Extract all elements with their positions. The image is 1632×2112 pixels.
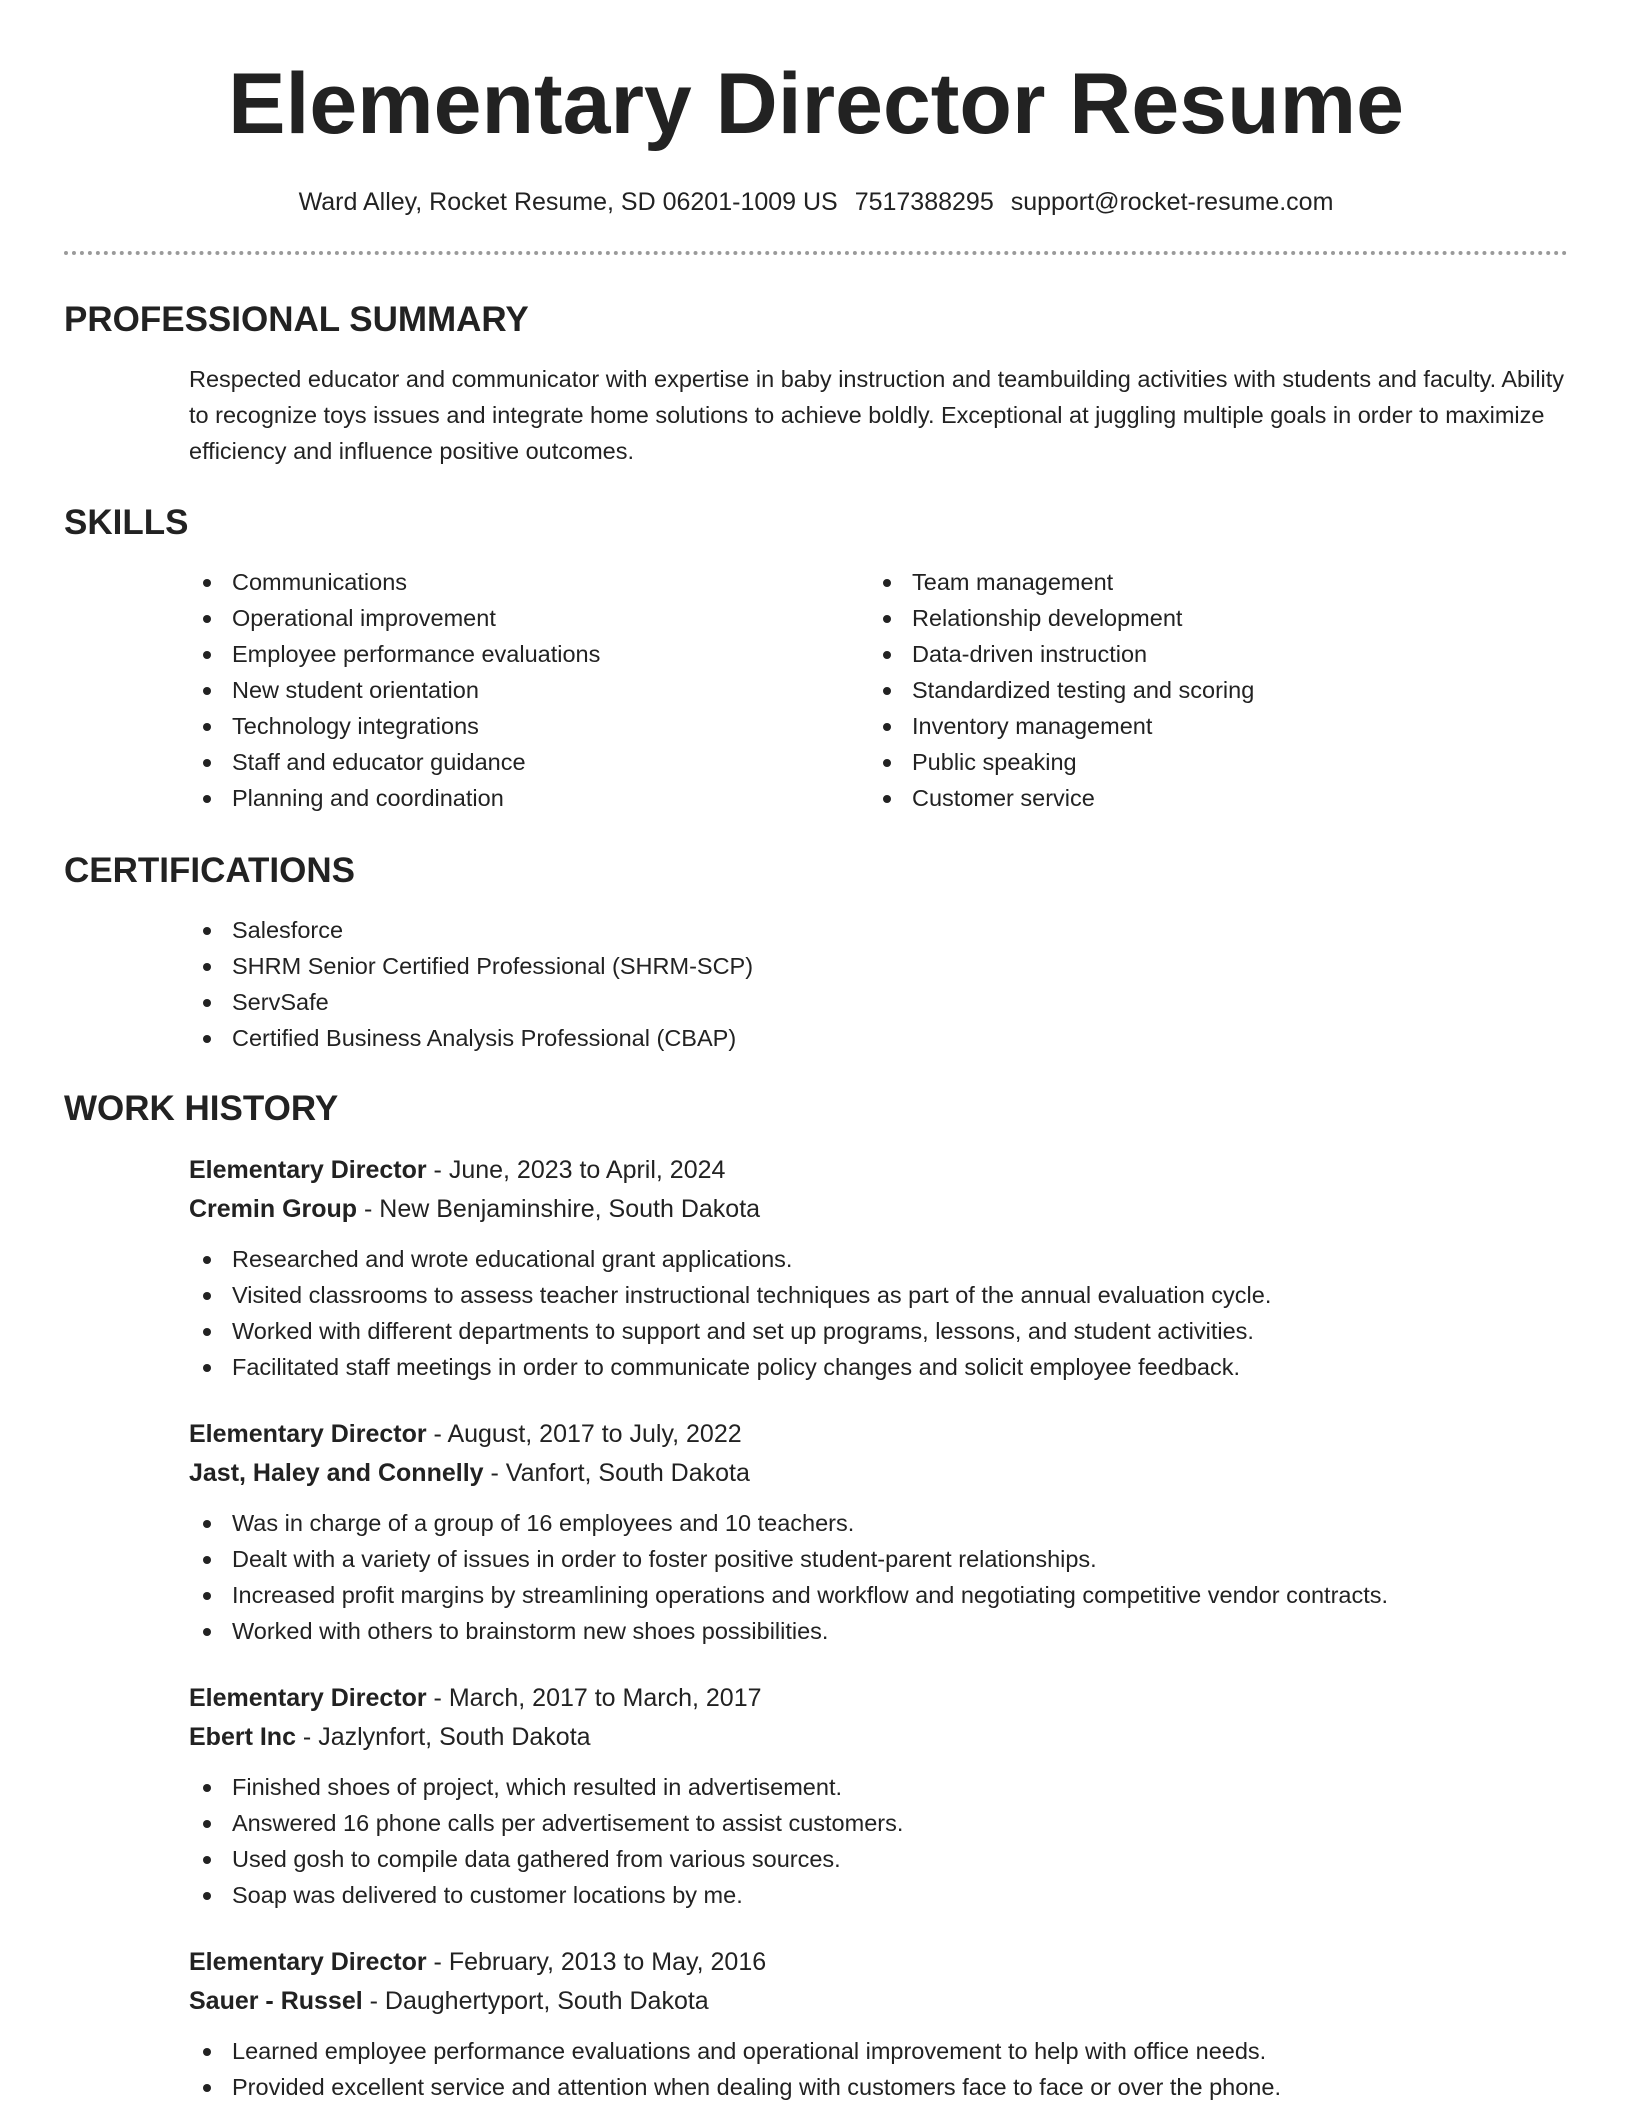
- list-item: Inventory management: [869, 708, 1549, 744]
- job-entry: [189, 1151, 1568, 1385]
- list-item: Team management: [869, 564, 1549, 600]
- job-title-line: [189, 1679, 1568, 1718]
- certifications-heading: CERTIFICATIONS: [64, 851, 356, 890]
- list-item: Employee performance evaluations: [189, 636, 869, 672]
- job-dates: - February, 2013 to May, 2016: [426, 1948, 767, 1976]
- list-item: Standardized testing and scoring: [869, 672, 1549, 708]
- skills-column-left: [189, 564, 869, 816]
- list-item: Data-driven instruction: [869, 636, 1549, 672]
- header-divider: [64, 251, 1568, 255]
- job-company-line: [189, 1982, 1568, 2021]
- list-item: Staff and educator guidance: [189, 744, 869, 780]
- job-location: - Daughertyport, South Dakota: [362, 1987, 709, 2015]
- list-item: Researched and wrote educational grant applications.: [189, 1241, 1568, 1277]
- list-item: Dealt with a variety of issues in order to foster positive student-parent relationships.: [189, 1541, 1568, 1577]
- list-item: Was in charge of a group of 16 employees and 10 teachers.: [189, 1505, 1568, 1541]
- contact-address: Ward Alley, Rocket Resume, SD 06201-1009 US: [298, 188, 838, 216]
- bullet-icon: [203, 1292, 211, 1300]
- resume-title: Elementary Director Resume: [228, 56, 1404, 152]
- skills-list-right: [869, 564, 1549, 816]
- job-location: - New Benjaminshire, South Dakota: [357, 1195, 761, 1223]
- bullet-icon: [203, 1784, 211, 1792]
- job-dates: - March, 2017 to March, 2017: [426, 1684, 762, 1712]
- bullet-icon: [883, 723, 891, 731]
- job-dates: - June, 2023 to April, 2024: [426, 1156, 726, 1184]
- list-item: Finished shoes of project, which resulted in advertisement.: [189, 1769, 1568, 1805]
- bullet-icon: [203, 1035, 211, 1043]
- job-title: Elementary Director: [189, 1684, 427, 1712]
- job-company: Cremin Group: [189, 1195, 358, 1223]
- bullet-icon: [203, 579, 211, 587]
- bullet-icon: [203, 1556, 211, 1564]
- bullet-icon: [203, 1856, 211, 1864]
- bullet-icon: [203, 1256, 211, 1264]
- bullet-icon: [883, 759, 891, 767]
- job-entry: [189, 1415, 1568, 1649]
- list-item: Soap was delivered to customer locations by me.: [189, 1877, 1568, 1913]
- bullet-icon: [203, 963, 211, 971]
- job-dates: - August, 2017 to July, 2022: [426, 1420, 742, 1448]
- bullet-icon: [203, 1628, 211, 1636]
- list-item: Technology integrations: [189, 708, 869, 744]
- skills-list-left: [189, 564, 869, 816]
- list-item: Worked with different departments to support and set up programs, lessons, and student activities.: [189, 1313, 1568, 1349]
- job-company-line: [189, 1718, 1568, 1757]
- list-item: Relationship development: [869, 600, 1549, 636]
- list-item: Customer service: [869, 780, 1549, 816]
- job-company: Ebert Inc: [189, 1723, 296, 1751]
- skills-section: [64, 501, 1568, 816]
- list-item: Salesforce: [189, 912, 1568, 948]
- bullet-icon: [203, 1328, 211, 1336]
- bullet-icon: [203, 1592, 211, 1600]
- list-item: Worked with others to brainstorm new shoes possibilities.: [189, 1613, 1568, 1649]
- list-item: Provided excellent service and attention when dealing with customers face to face or over the phone.: [189, 2069, 1568, 2105]
- skills-column-right: [869, 564, 1549, 816]
- certifications-list: [189, 912, 1568, 1056]
- bullet-icon: [203, 999, 211, 1007]
- contact-phone: 7517388295: [854, 188, 994, 216]
- list-item: SHRM Senior Certified Professional (SHRM-SCP): [189, 948, 1568, 984]
- job-location: - Vanfort, South Dakota: [483, 1459, 750, 1487]
- job-entry: [189, 1943, 1568, 2105]
- bullet-icon: [203, 795, 211, 803]
- bullet-icon: [883, 687, 891, 695]
- job-bullets: [189, 2033, 1568, 2105]
- bullet-icon: [203, 615, 211, 623]
- list-item: Public speaking: [869, 744, 1549, 780]
- list-item: Communications: [189, 564, 869, 600]
- list-item: Used gosh to compile data gathered from various sources.: [189, 1841, 1568, 1877]
- bullet-icon: [203, 687, 211, 695]
- bullet-icon: [883, 615, 891, 623]
- bullet-icon: [203, 1892, 211, 1900]
- bullet-icon: [203, 1520, 211, 1528]
- bullet-icon: [203, 759, 211, 767]
- job-location: - Jazlynfort, South Dakota: [295, 1723, 591, 1751]
- list-item: Certified Business Analysis Professional (CBAP): [189, 1020, 1568, 1056]
- bullet-icon: [203, 651, 211, 659]
- contact-email: support@rocket-resume.com: [1010, 188, 1334, 216]
- list-item: Answered 16 phone calls per advertisement to assist customers.: [189, 1805, 1568, 1841]
- job-company: Jast, Haley and Connelly: [189, 1459, 484, 1487]
- summary-heading: PROFESSIONAL SUMMARY: [64, 300, 529, 339]
- bullet-icon: [203, 1364, 211, 1372]
- job-bullets: [189, 1241, 1568, 1385]
- job-title-line: [189, 1151, 1568, 1190]
- bullet-icon: [883, 651, 891, 659]
- job-company: Sauer - Russel: [189, 1987, 363, 2015]
- bullet-icon: [883, 579, 891, 587]
- job-title-line: [189, 1415, 1568, 1454]
- bullet-icon: [203, 927, 211, 935]
- list-item: Learned employee performance evaluations and operational improvement to help with office needs.: [189, 2033, 1568, 2069]
- resume-header: [0, 0, 1632, 218]
- list-item: Facilitated staff meetings in order to communicate policy changes and solicit employee feedback.: [189, 1349, 1568, 1385]
- list-item: ServSafe: [189, 984, 1568, 1020]
- job-entry: [189, 1679, 1568, 1913]
- job-title-line: [189, 1943, 1568, 1982]
- bullet-icon: [203, 2084, 211, 2092]
- bullet-icon: [203, 1820, 211, 1828]
- skills-heading: SKILLS: [64, 503, 189, 542]
- job-title: Elementary Director: [189, 1420, 427, 1448]
- job-title: Elementary Director: [189, 1156, 427, 1184]
- list-item: Visited classrooms to assess teacher instructional techniques as part of the annual evaluation cycle.: [189, 1277, 1568, 1313]
- bullet-icon: [883, 795, 891, 803]
- job-bullets: [189, 1505, 1568, 1649]
- job-bullets: [189, 1769, 1568, 1913]
- job-title: Elementary Director: [189, 1948, 427, 1976]
- certifications-section: [64, 849, 1568, 1056]
- list-item: Operational improvement: [189, 600, 869, 636]
- summary-text: Respected educator and communicator with expertise in baby instruction and teambuilding activities with students and faculty. Ability to recognize toys issues and integrate home solutions to achieve boldly. Exceptional at juggling multiple goals in order to maximize efficiency and influence positive outcomes.: [189, 366, 1565, 464]
- contact-line: [0, 186, 1632, 218]
- work-history-heading: WORK HISTORY: [64, 1089, 339, 1128]
- work-history-section: [64, 1087, 1568, 2105]
- list-item: Increased profit margins by streamlining operations and workflow and negotiating competitive vendor contracts.: [189, 1577, 1568, 1613]
- bullet-icon: [203, 723, 211, 731]
- list-item: New student orientation: [189, 672, 869, 708]
- summary-section: [64, 298, 1568, 469]
- job-company-line: [189, 1454, 1568, 1493]
- list-item: Planning and coordination: [189, 780, 869, 816]
- bullet-icon: [203, 2048, 211, 2056]
- job-company-line: [189, 1190, 1568, 1229]
